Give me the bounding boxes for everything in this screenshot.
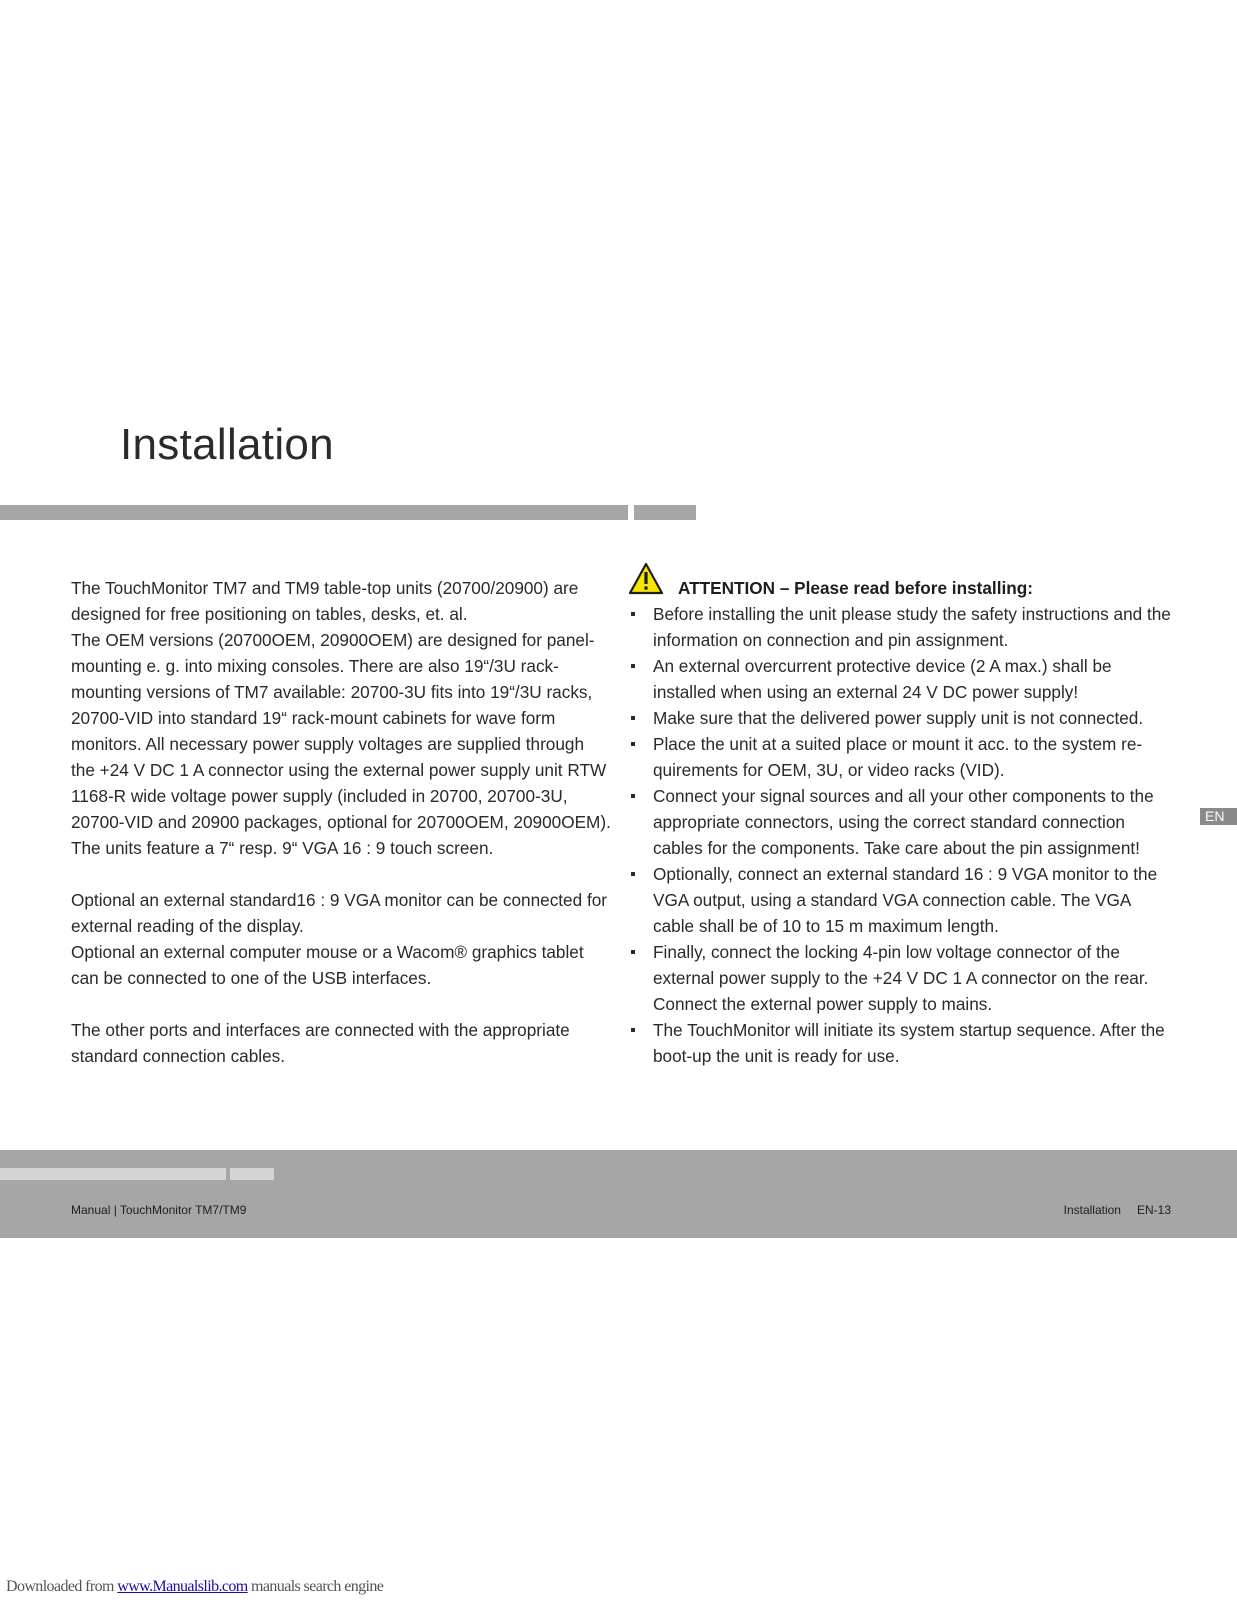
download-notice <box>6 1578 383 1596</box>
intro-paragraph: The OEM versions (20700OEM, 20900OEM) are designed for panel-mounting e. g. into mixing consoles. There are also 19“/3U rack-mounting versions of TM7 available: 20700-3U fits into 19“/3U racks, 20700-VID into standard 19“ rack-mount cabinets for wave form monitors. All necessary power supply voltages are supplied through the +24 V DC 1 A connector using the external power supply unit RTW 1168-R wide voltage power supply (included in 20700, 20700-3U, 20700-VID and 20900 packages, optional for 20700OEM, 20900OEM). The units feature a 7“ resp. 9“ VGA 16 : 9 touch screen. <box>71 630 611 858</box>
list-item: Optionally, connect an external standard 16 : 9 VGA monitor to the VGA output, using a standard VGA connection cable. The VGA cable shall be of 10 to 15 m maximum length. <box>628 861 1173 939</box>
footer <box>0 1150 1237 1238</box>
download-suffix: manuals search engine <box>247 1578 384 1595</box>
manualslib-link[interactable]: www.Manualslib.com <box>117 1578 248 1595</box>
footer-bar-accent <box>230 1168 274 1180</box>
footer-section: Installation <box>1063 1203 1121 1217</box>
language-tab: EN <box>1200 808 1237 825</box>
attention-heading: ATTENTION – Please read before installing: <box>678 578 1033 598</box>
page-number: EN-13 <box>1136 1203 1171 1217</box>
list-item: An external overcurrent protective device (2 A max.) shall be installed when using an external 24 V DC power supply! <box>628 653 1173 705</box>
page-title: Installation <box>120 420 334 469</box>
intro-column <box>71 575 611 1069</box>
list-item: Make sure that the delivered power supply unit is not connected. <box>628 705 1173 731</box>
download-prefix: Downloaded from <box>6 1578 118 1595</box>
warning-triangle-icon <box>628 562 664 595</box>
intro-paragraph: Optional an external computer mouse or a Wacom® graphics tablet can be connected to one of the USB interfaces. <box>71 942 584 988</box>
attention-notice <box>628 575 1173 601</box>
list-item: The TouchMonitor will initiate its system startup sequence. After the boot-up the unit is ready for use. <box>628 1017 1173 1069</box>
installation-steps-column <box>628 575 1173 1069</box>
intro-paragraph: The TouchMonitor TM7 and TM9 table-top units (20700/20900) are designed for free positioning on tables, desks, et. al. <box>71 578 579 624</box>
footer-manual-title: Manual | TouchMonitor TM7/TM9 <box>71 1203 247 1217</box>
list-item: Before installing the unit please study the safety instructions and the information on connection and pin assignment. <box>628 601 1173 653</box>
header-bar <box>0 505 628 520</box>
header-bar-accent <box>634 505 696 520</box>
list-item: Finally, connect the locking 4-pin low voltage connector of the external power supply to the +24 V DC 1 A connector on the rear. Connect the external power supply to mains. <box>628 939 1173 1017</box>
footer-page-info <box>1064 1203 1171 1217</box>
installation-steps-list <box>628 601 1173 1069</box>
list-item: Place the unit at a suited place or mount it acc. to the system re-quirements for OEM, 3U, or video racks (VID). <box>628 731 1173 783</box>
intro-paragraph: The other ports and interfaces are connected with the appropriate standard connection cables. <box>71 1020 570 1066</box>
list-item: Connect your signal sources and all your other components to the appropriate connectors, using the correct standard connection cables for the components. Take care about the pin assignment! <box>628 783 1173 861</box>
footer-bar <box>0 1168 226 1180</box>
intro-paragraph: Optional an external standard16 : 9 VGA monitor can be connected for external reading of the display. <box>71 890 608 936</box>
